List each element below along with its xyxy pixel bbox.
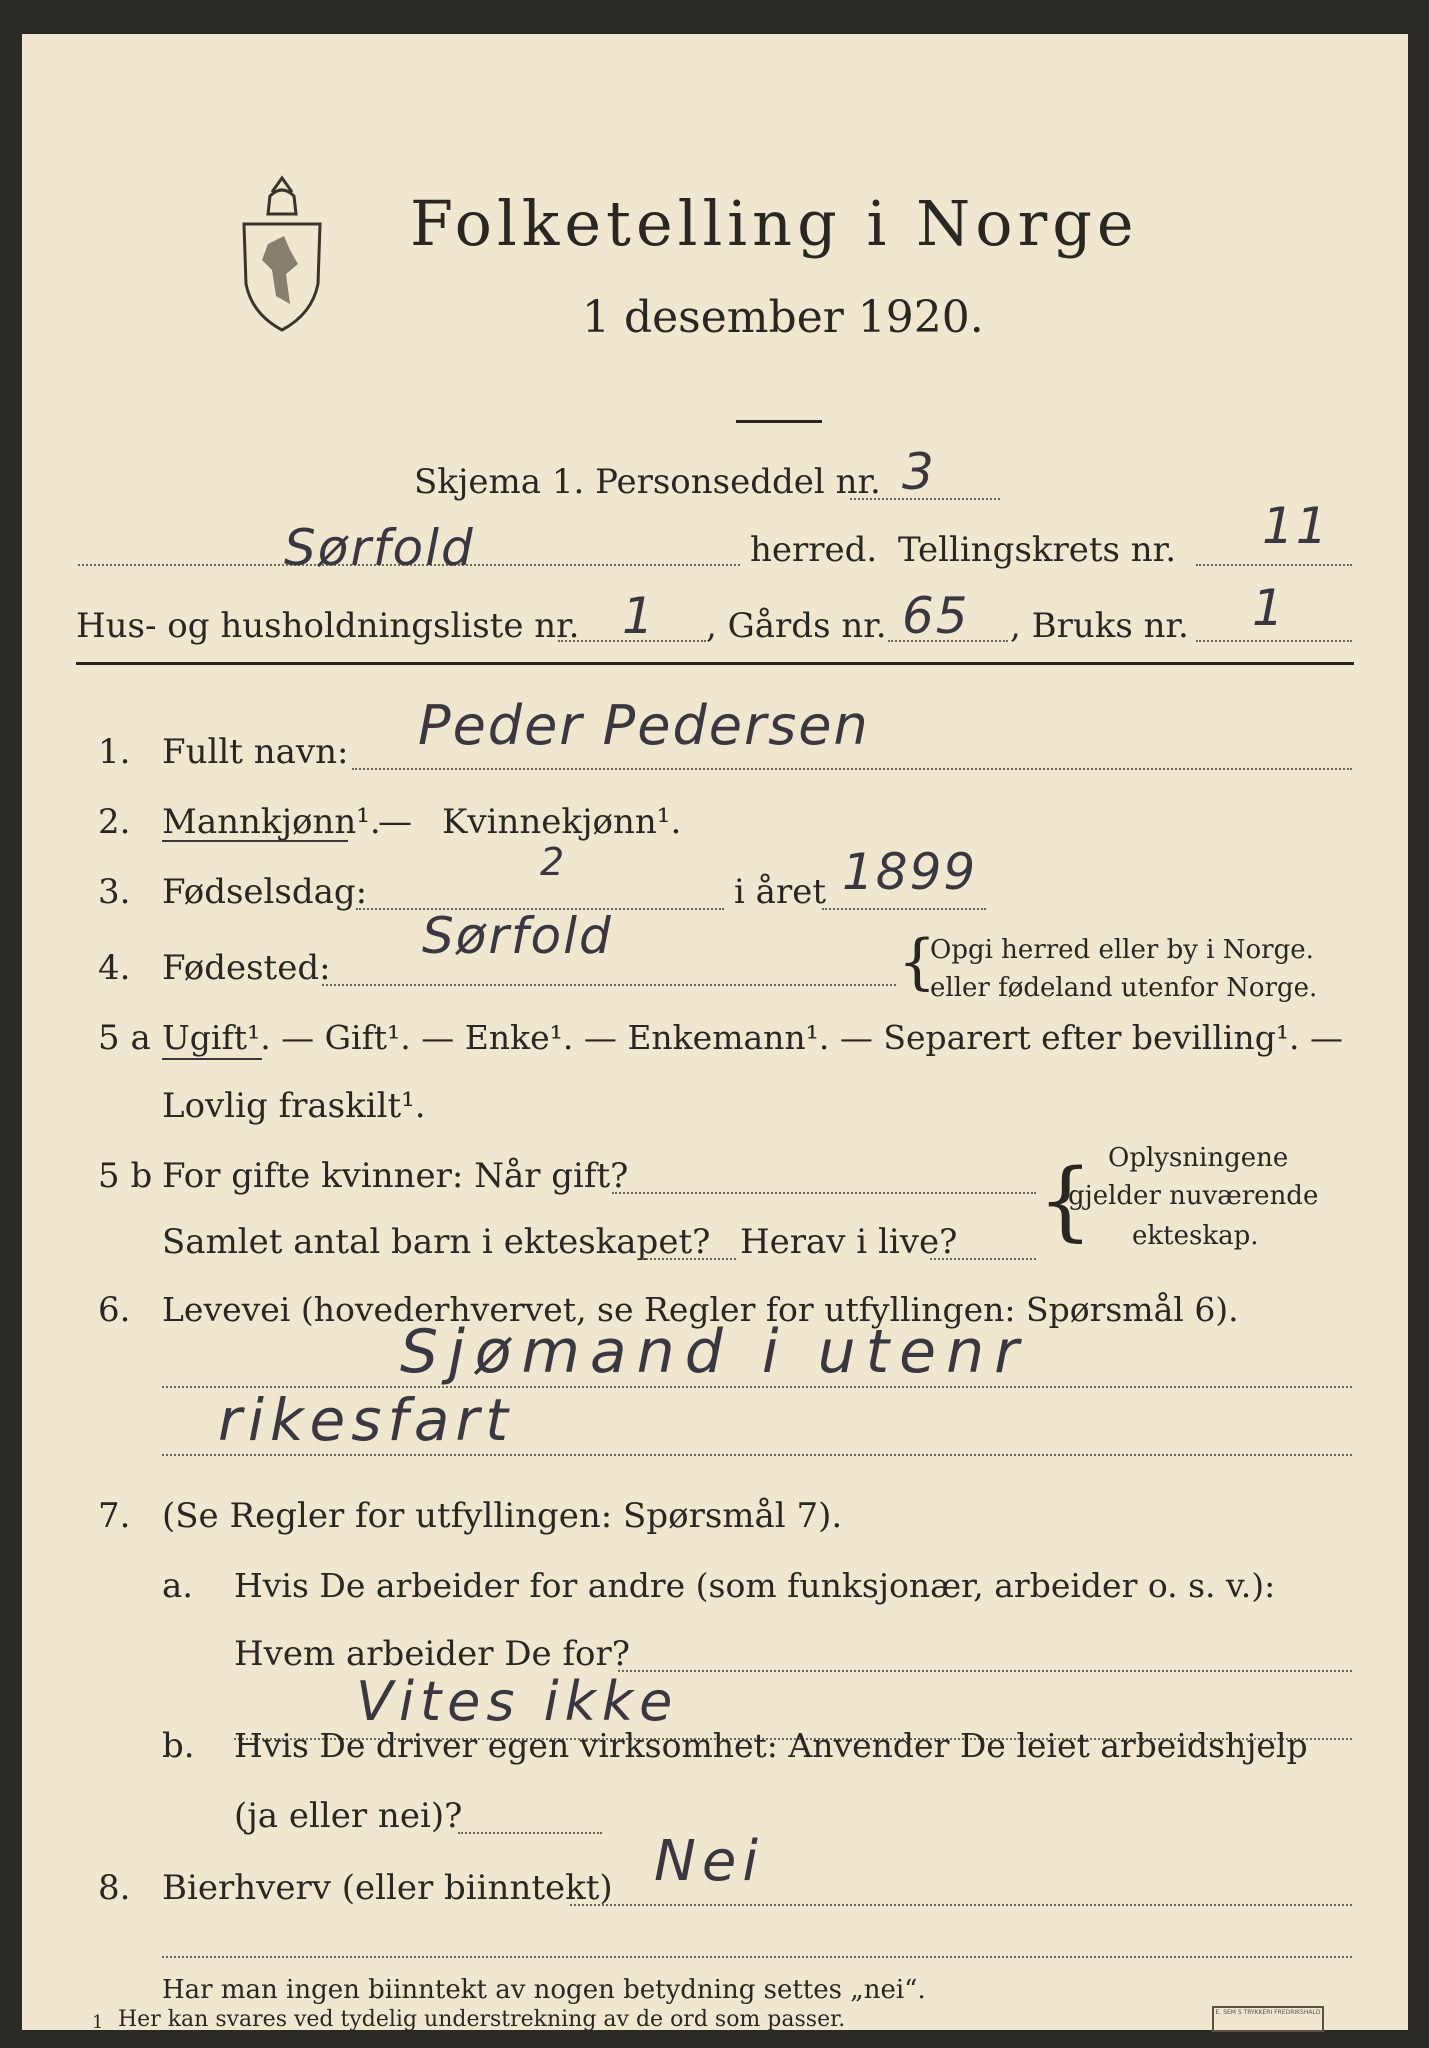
q5a-number: 5 a <box>98 1018 151 1058</box>
q5b-children-line <box>642 1258 736 1260</box>
q5b-note-3: ekteskap. <box>1132 1221 1259 1251</box>
printer-stamp-text: E. SEM S TRYKKERI FREDRIKSHALD <box>1215 2009 1321 2016</box>
personseddel-nr: 3 <box>902 443 936 501</box>
q4-value: Sørfold <box>422 907 613 965</box>
q7a-label: Hvis De arbeider for andre (som funksjonær, arbeider o. s. v.): <box>234 1566 1276 1605</box>
q5a-options: Ugift¹. — Gift¹. — Enke¹. — Enkemann¹. — Separert efter bevilling¹. — <box>162 1018 1344 1057</box>
q1-line <box>352 768 1352 770</box>
q7b-letter: b. <box>162 1726 195 1766</box>
census-date: 1 desember 1920. <box>582 292 984 343</box>
q3-label: Fødselsdag: <box>162 872 368 912</box>
hus-nr: 1 <box>622 587 656 645</box>
tellingskrets-nr: 11 <box>1262 497 1330 555</box>
q8-line <box>570 1904 1352 1906</box>
gards-label: , Gårds nr. <box>706 606 887 646</box>
q7-number: 7. <box>98 1496 131 1536</box>
footnote-mark: 1 <box>92 2012 104 2033</box>
gards-nr: 65 <box>902 587 970 645</box>
q1-value: Peder Pedersen <box>418 694 870 757</box>
herred-value: Sørfold <box>284 519 475 577</box>
q5b-married-line <box>612 1192 1036 1194</box>
footer-note: Har man ingen biinntekt av nogen betydning settes „nei“. <box>162 1975 926 2005</box>
q2-female: Kvinnekjønn¹. <box>442 802 682 842</box>
q7a-employer-line <box>618 1670 1352 1672</box>
q2-male: Mannkjønn¹. <box>162 802 381 842</box>
footnote: Her kan svares ved tydelig understrekning av de ord som passer. <box>118 2007 846 2032</box>
q8-line-2 <box>162 1956 1352 1958</box>
herred-label: herred. <box>750 530 878 570</box>
q6-label: Levevei (hovederhvervet, se Regler for utfyllingen: Spørsmål 6). <box>162 1290 1239 1329</box>
q7-label: (Se Regler for utfyllingen: Spørsmål 7). <box>162 1496 843 1536</box>
q4-line <box>322 984 896 986</box>
q5b-note-2: gjelder nuværende <box>1068 1181 1319 1211</box>
title-divider <box>736 420 822 423</box>
q3-value: 2 <box>540 840 567 884</box>
q6-number: 6. <box>98 1290 131 1330</box>
q5b-label: For gifte kvinner: Når gift? <box>162 1156 629 1196</box>
q5b-alive-label: Herav i live? <box>740 1222 958 1262</box>
q5b-alive-line <box>930 1258 1036 1260</box>
q2-male-underline <box>162 840 348 842</box>
q7a-value: Vites ikke <box>356 1670 679 1733</box>
q8-label: Bierhverv (eller biinntekt) <box>162 1868 613 1908</box>
q3-year-line <box>822 908 986 910</box>
q8-number: 8. <box>98 1868 131 1908</box>
q5b-children-label: Samlet antal barn i ekteskapet? <box>162 1222 711 1262</box>
form-title: Folketelling i Norge <box>410 187 1139 260</box>
q6-line-2 <box>162 1454 1352 1456</box>
q5b-note-1: Oplysningene <box>1108 1143 1289 1173</box>
q5b-number: 5 b <box>98 1156 153 1196</box>
bruks-nr: 1 <box>1252 579 1286 637</box>
bruks-line <box>1196 640 1352 642</box>
q2-number: 2. <box>98 802 131 842</box>
q4-note-2: eller fødeland utenfor Norge. <box>930 973 1318 1003</box>
tellingskrets-label: Tellingskrets nr. <box>898 530 1177 570</box>
q6-value-2: rikesfart <box>218 1386 514 1454</box>
q5a-options-2: Lovlig fraskilt¹. <box>162 1086 426 1126</box>
q4-label: Fødested: <box>162 948 331 988</box>
q7a-letter: a. <box>162 1566 194 1606</box>
hus-label: Hus- og husholdningsliste nr. <box>76 606 580 646</box>
q7b-line <box>458 1832 602 1834</box>
q8-value: Nei <box>654 1829 764 1894</box>
q2-separator: — <box>378 802 412 842</box>
q3-year: 1899 <box>842 843 978 901</box>
printer-stamp <box>1212 2006 1324 2032</box>
q5b-brace: { <box>1038 1151 1093 1251</box>
q4-number: 4. <box>98 948 131 988</box>
schema-label: Skjema 1. Personseddel nr. <box>414 462 881 502</box>
tellingskrets-line <box>1196 564 1352 566</box>
q7b-label: Hvis De driver egen virksomhet: Anvender De leiet arbeidshjelp <box>234 1726 1308 1765</box>
q4-brace: { <box>898 927 937 997</box>
bruks-label: , Bruks nr. <box>1010 606 1189 646</box>
q5a-ugift-underline <box>162 1058 262 1060</box>
q1-label: Fullt navn: <box>162 732 349 772</box>
census-form <box>22 34 1408 2033</box>
q1-number: 1. <box>98 732 131 772</box>
q4-note-1: Opgi herred eller by i Norge. <box>930 935 1314 965</box>
coat-of-arms-icon <box>232 174 332 334</box>
q3-year-label: i året <box>734 872 826 912</box>
header-rule <box>76 662 1354 665</box>
q7b-label-2: (ja eller nei)? <box>234 1796 463 1836</box>
q7a-employer-label: Hvem arbeider De for? <box>234 1634 630 1674</box>
q3-number: 3. <box>98 872 131 912</box>
q6-value-1: Sjømand i utenr <box>400 1317 1029 1387</box>
